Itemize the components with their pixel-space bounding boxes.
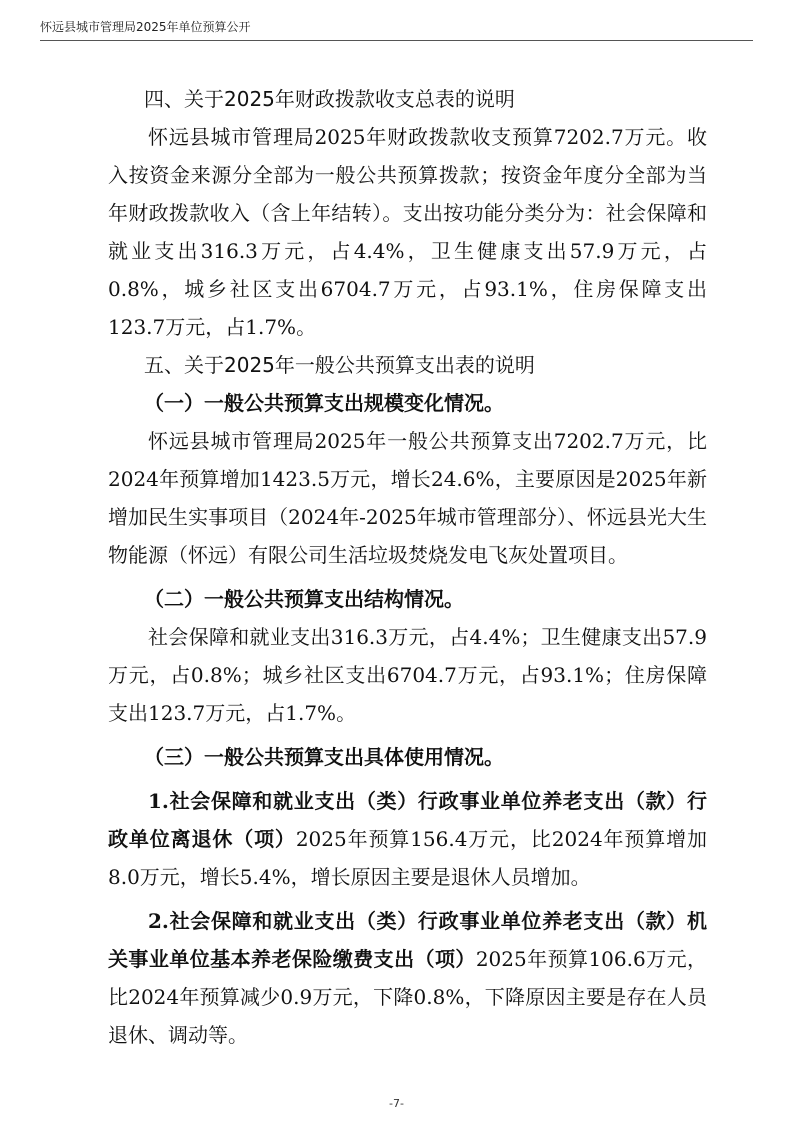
- page-number: -7-: [389, 1097, 404, 1110]
- subsection-3-title: （三）一般公共预算支出具体使用情况。: [144, 745, 504, 769]
- item-1-paragraph: [108, 782, 707, 896]
- subsection-1-title: （一）一般公共预算支出规模变化情况。: [144, 391, 504, 415]
- subsection-1-paragraph: 怀远县城市管理局2025年一般公共预算支出7202.7万元，比2024年预算增加1423.5万元，增长24.6%，主要原因是2025年新增加民生实事项目（2024年-2025年城市管理部分）、怀远县光大生物能源（怀远）有限公司生活垃圾焚烧发电飞灰处置项目。: [108, 429, 707, 567]
- section-5-title: 五、关于2025年一般公共预算支出表的说明: [144, 353, 535, 377]
- page-header: 怀远县城市管理局2025年单位预算公开: [40, 20, 251, 34]
- item-1-heading: 1.社会保障和就业支出（类）行政事业单位养老支出（款）行政单位离退休（项）: [108, 789, 707, 851]
- subsection-2-paragraph: 社会保障和就业支出316.3万元，占4.4%；卫生健康支出57.9万元，占0.8%；城乡社区支出6704.7万元，占93.1%；住房保障支出123.7万元，占1.7%。: [108, 625, 707, 725]
- section-4-paragraph: 怀远县城市管理局2025年财政拨款收支预算7202.7万元。收入按资金来源分全部为一般公共预算拨款；按资金年度分全部为当年财政拨款收入（含上年结转）。支出按功能分类分为：社会保障和就业支出316.3万元，占4.4%，卫生健康支出57.9万元，占0.8%，城乡社区支出6704.7万元，占93.1%，住房保障支出123.7万元，占1.7%。: [108, 125, 707, 339]
- header-divider: [40, 40, 753, 41]
- subsection-2-title: （二）一般公共预算支出结构情况。: [144, 587, 464, 611]
- item-2-text: 2025年预算106.6万元，比2024年预算减少0.9万元，下降0.8%，下降原因主要是存在人员退休、调动等。: [108, 947, 708, 1047]
- item-2-paragraph: [108, 902, 707, 1054]
- item-2-heading: 2.社会保障和就业支出（类）行政事业单位养老支出（款）机关事业单位基本养老保险缴费支出（项）: [108, 909, 707, 971]
- section-4-title: 四、关于2025年财政拨款收支总表的说明: [144, 87, 515, 111]
- document-body: [108, 80, 707, 1054]
- item-1-text: 2025年预算156.4万元，比2024年预算增加8.0万元，增长5.4%，增长原因主要是退休人员增加。: [108, 827, 708, 889]
